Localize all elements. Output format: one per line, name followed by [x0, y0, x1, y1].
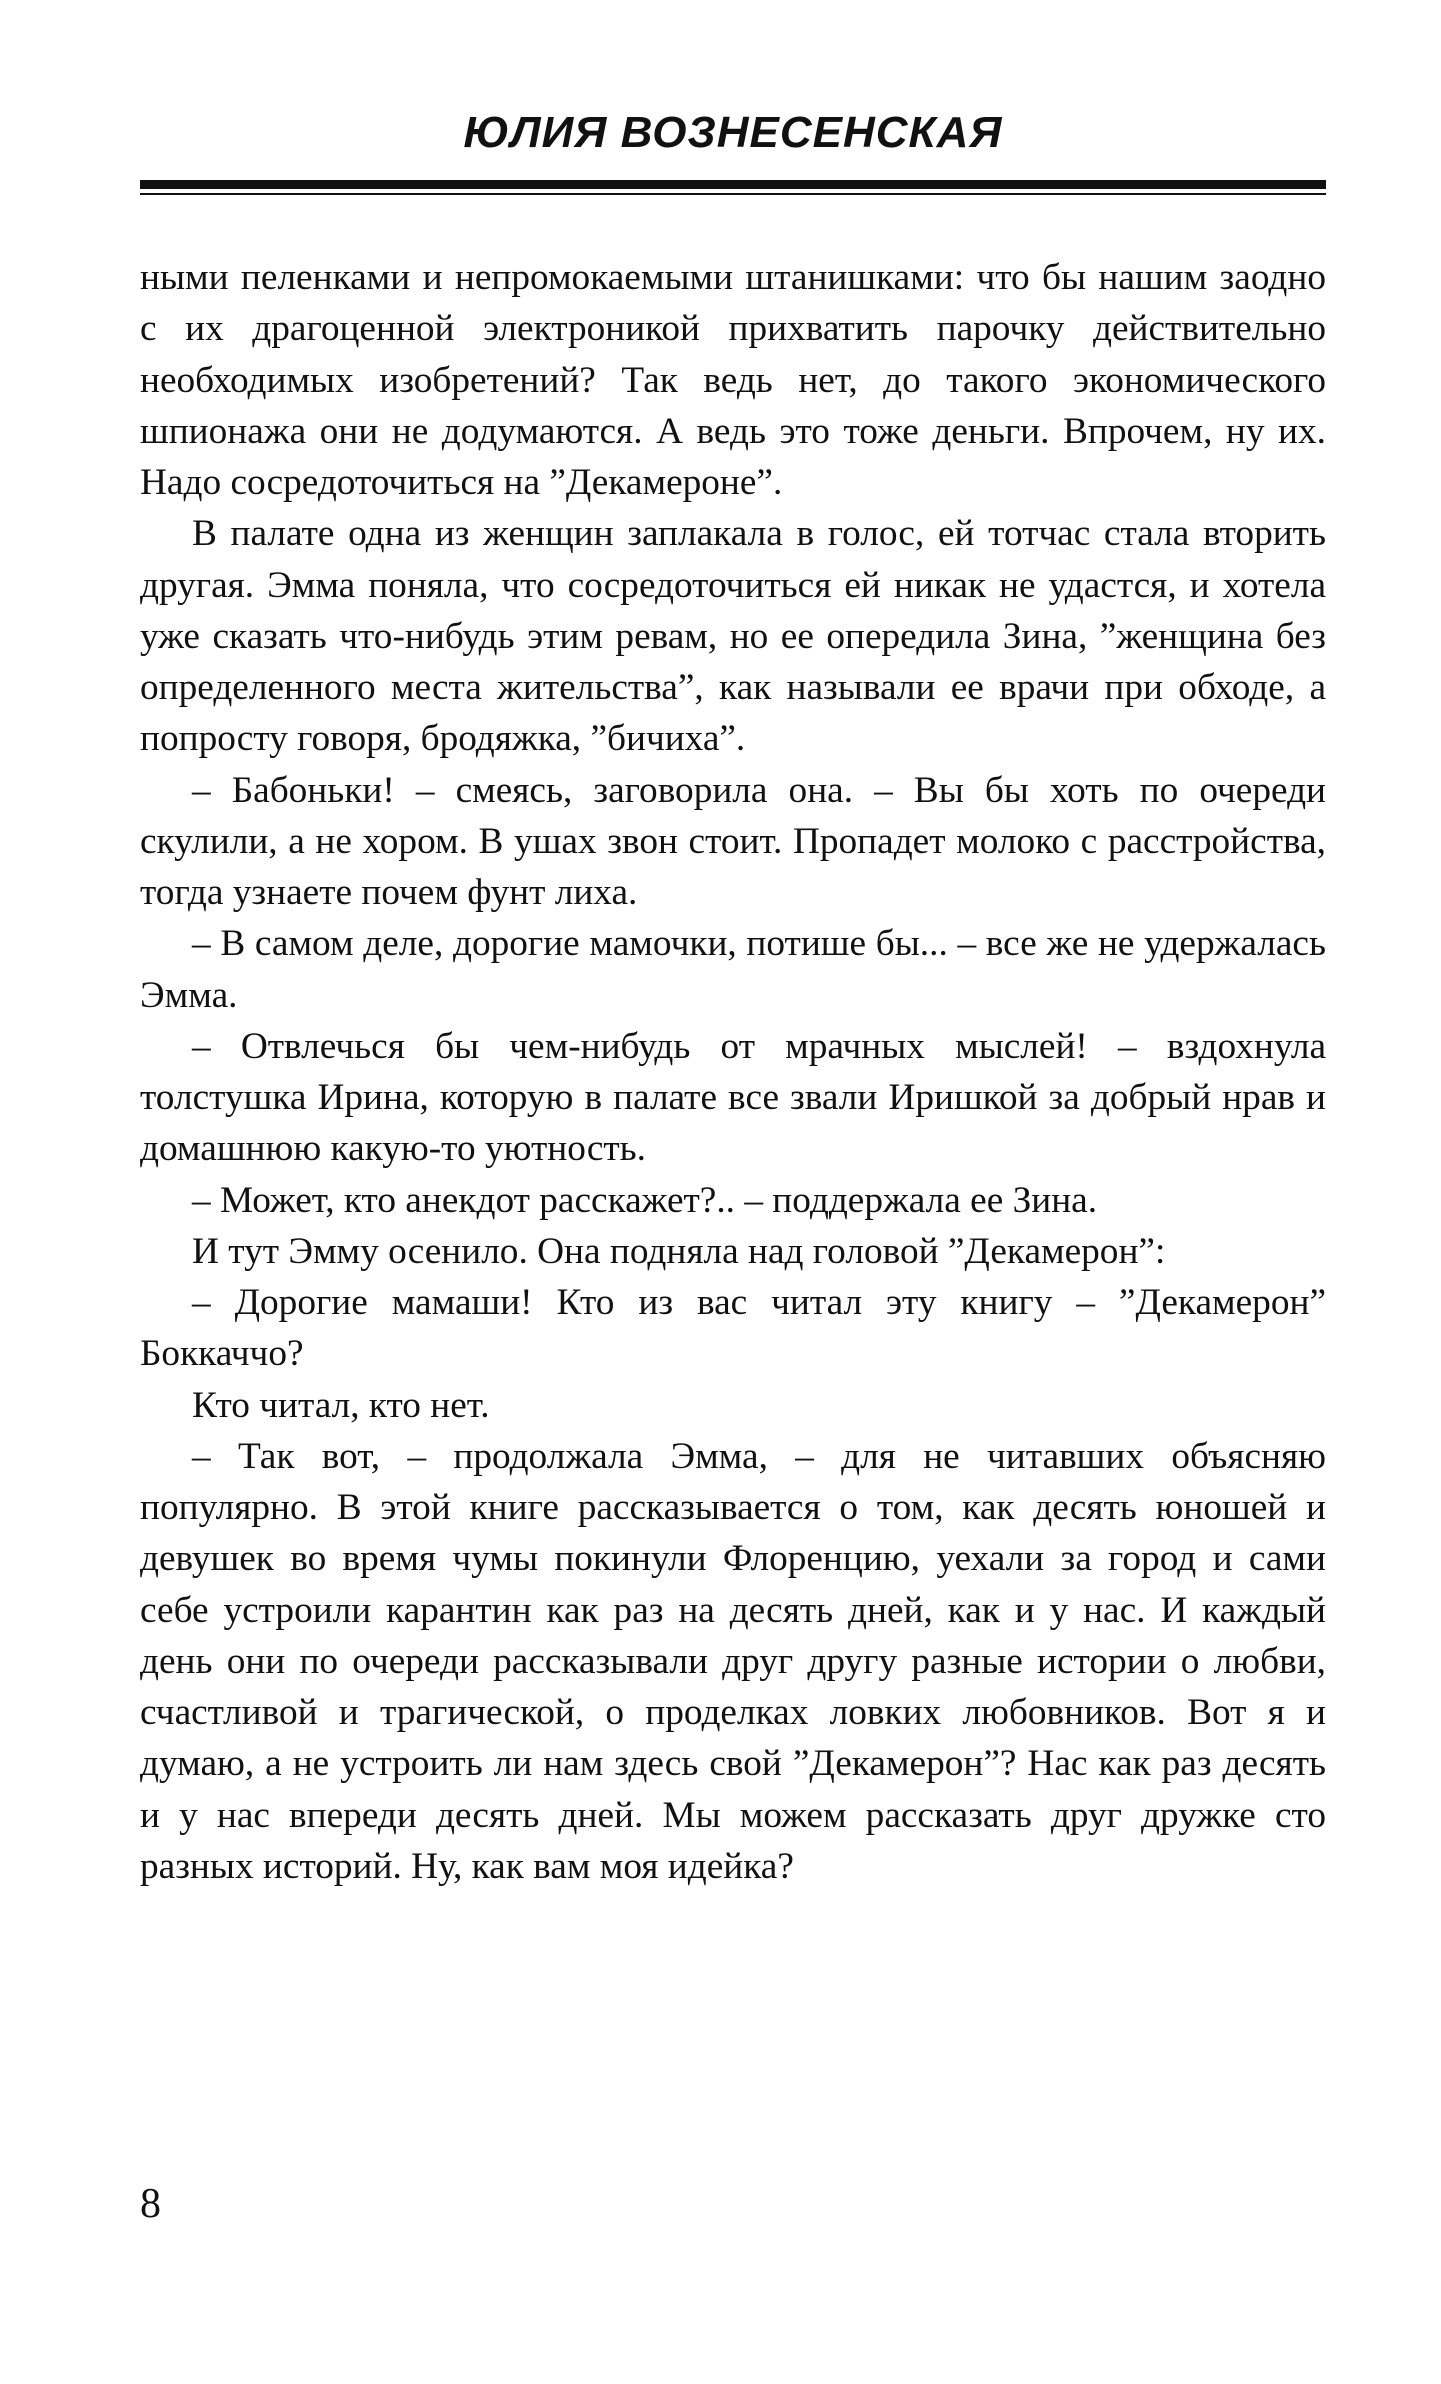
paragraph: – В самом деле, дорогие мамочки, потише бы... – все же не удержалась Эмма. — [140, 923, 1326, 1016]
paragraph: – Может, кто анекдот расскажет?.. – поддержала ее Зина. — [192, 1179, 1098, 1221]
header-rule-thin — [140, 193, 1326, 195]
body-text — [140, 252, 1326, 1892]
paragraph: Кто читал, кто нет. — [192, 1384, 490, 1426]
paragraph-continued: ными пеленками и непромокаемыми штанишками: что бы нашим заодно с их драгоценной электроникой прихватить парочку действительно необходимых изобретений? Так ведь нет, до такого экономического шпионажа они не додумаются. А ведь это тоже деньги. Впрочем, ну их. Надо сосредоточиться на ”Декамероне”. — [140, 257, 1326, 503]
paragraph: И тут Эмму осенило. Она подняла над головой ”Декамерон”: — [192, 1230, 1166, 1272]
running-head-author: ЮЛИЯ ВОЗНЕСЕНСКАЯ — [463, 108, 1003, 157]
paragraph: – Так вот, – продолжала Эмма, – для не читавших объясняю популярно. В этой книге рассказывается о том, как десять юношей и девушек во время чумы покинули Флоренцию, уехали за город и сами себе устроили карантин как раз на десять дней, как и у нас. И каждый день они по очереди рассказывали друг другу разные истории о любви, счастливой и трагической, о проделках ловких любовников. Вот я и думаю, а не устроить ли нам здесь свой ”Декамерон”? Нас как раз десять и у нас впереди десять дней. Мы можем рассказать друг дружке сто разных историй. Ну, как вам моя идейка? — [140, 1435, 1326, 1887]
paragraph: – Бабоньки! – смеясь, заговорила она. – Вы бы хоть по очереди скулили, а не хором. В ушах звон стоит. Пропадет молоко с расстройства, тогда узнаете почем фунт лиха. — [140, 769, 1326, 913]
paragraph: – Дорогие мамаши! Кто из вас читал эту книгу – ”Декамерон” Боккаччо? — [140, 1282, 1326, 1375]
paragraph: В палате одна из женщин заплакала в голос, ей тотчас стала вторить другая. Эмма поняла, что сосредоточиться ей никак не удастся, и хотела уже сказать что-нибудь этим ревам, но ее опередила Зина, ”женщина без определенного места жительства”, как называли ее врачи при обходе, а попросту говоря, бродяжка, ”бичиха”. — [140, 513, 1326, 760]
header-rule-thick — [140, 180, 1326, 189]
paragraph: – Отвлечься бы чем-нибудь от мрачных мыслей! – вздохнула толстушка Ирина, которую в палате все звали Иришкой за добрый нрав и домашнюю какую-то уютность. — [140, 1025, 1326, 1170]
page-number: 8 — [140, 2181, 161, 2227]
